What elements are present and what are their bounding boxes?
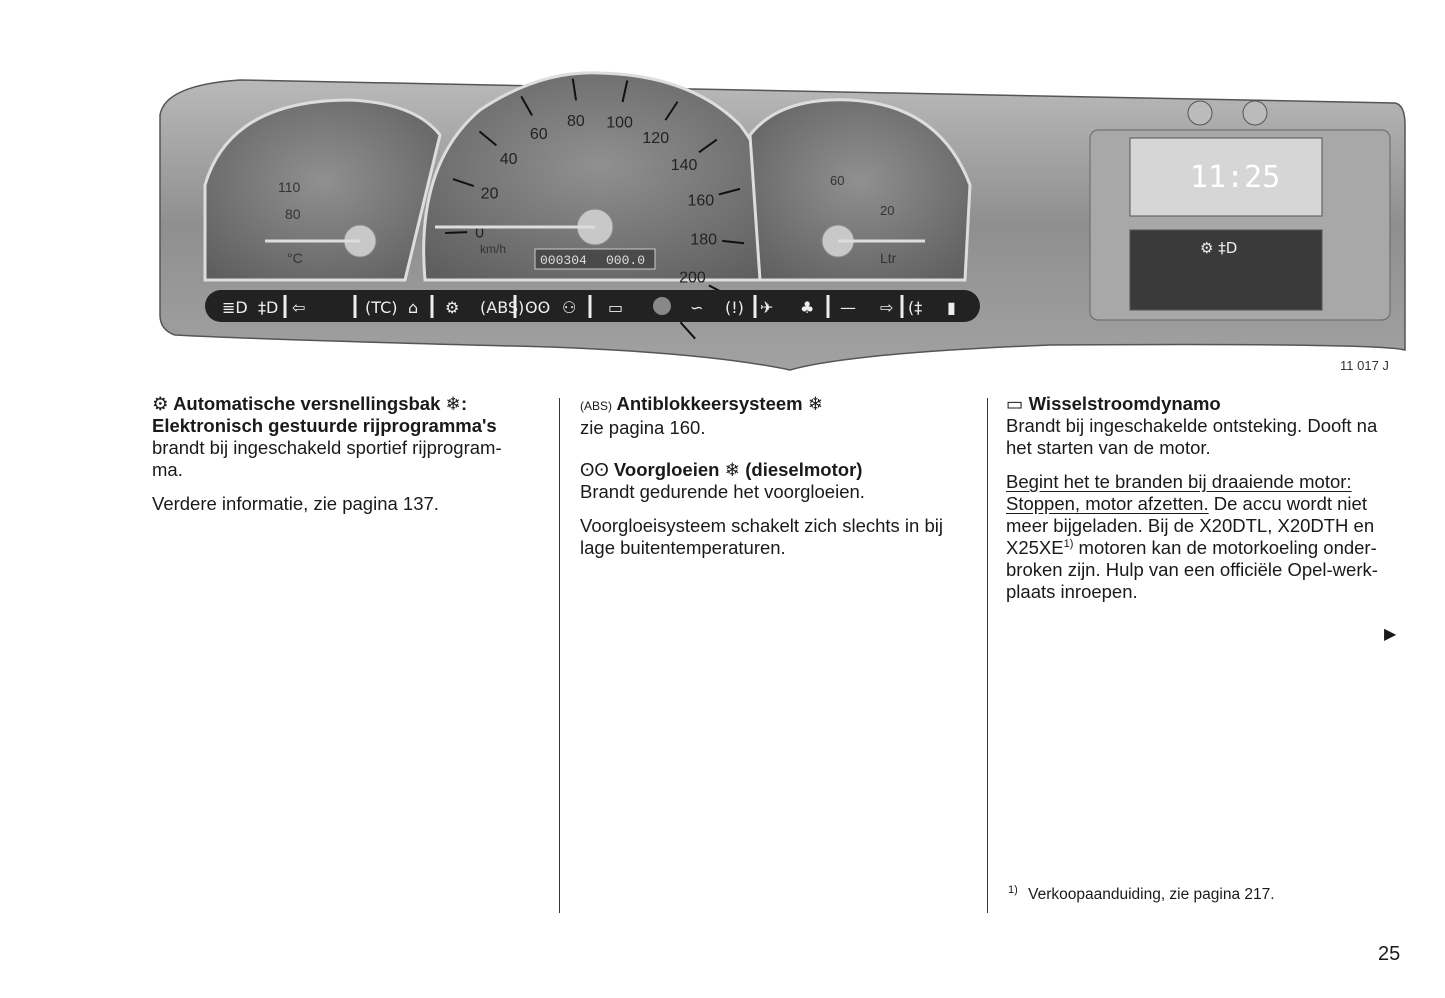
speed-tick [445,232,467,233]
svg-text:⚙: ⚙ [445,298,460,317]
speed-tick-label: 140 [670,157,698,175]
svg-text:✈: ✈ [760,298,774,317]
odometer-readout: 000304 [540,253,587,268]
svg-text:(TC): (TC) [365,298,398,317]
warning-light-strip [205,290,980,322]
speed-tick-label: 0 [475,224,484,242]
column-automatic-transmission [152,393,532,527]
svg-text:(!): (!) [725,298,744,317]
transmission-heading: ⚙ Automatische versnellingsbak ❄: Elektronisch gestuurde rijprogramma's [152,393,497,436]
speed-tick-label: 200 [679,269,706,287]
speed-tick-label: 40 [499,151,518,169]
svg-text:(‡: (‡ [908,298,923,317]
figure-code: 11 017 J [1340,358,1389,373]
alternator-body: Brandt bij ingeschakelde ontsteking. Dooft na het starten van de motor. [1006,415,1378,458]
temp-tick-110: 110 [278,179,301,195]
footnote-mark: 1) [1008,883,1018,896]
alternator-warning-text-b: motoren kan de motorkoeling onder-broken zijn. Hulp van een officiële Opel-werk-plaats inroepen. [1006,537,1378,602]
glow-plug-icon: ʘʘ [580,459,609,480]
trip-readout: 000.0 [606,253,646,268]
speed-unit: km/h [480,242,507,256]
glow-heading: Voorgloeien [613,459,720,480]
abs-body: zie pagina 160. [580,417,706,438]
speed-tick-label: 20 [480,185,499,203]
snowflake-icon: ❄ [807,393,824,414]
svg-text:⚇: ⚇ [562,298,577,317]
alternator-warning-line1: Begint het te branden bij draaiende motor: [1006,471,1352,492]
column-divider-1 [559,398,560,913]
column-abs-glow [580,393,965,571]
speed-tick-label: 120 [642,129,670,147]
snowflake-icon: ❄ [445,393,462,414]
speed-tick-label: 80 [567,113,585,131]
battery-icon: ▭ [1006,393,1024,414]
transmission-more-info: Verdere informatie, zie pagina 137. [152,493,439,514]
alternator-heading: Wisselstroomdynamo [1028,393,1221,414]
temp-unit: °C [287,250,303,266]
sport-gear-icon: ⚙ [152,393,169,414]
svg-text:‡D: ‡D [258,298,279,317]
svg-text:⇦: ⇦ [292,298,306,317]
svg-text:ʘʘ: ʘʘ [525,298,551,317]
alternator-warning-line2: Stoppen, motor afzetten. [1006,493,1209,514]
svg-text:—: — [840,298,856,317]
continue-arrow-icon: ▶ [1384,626,1397,643]
temp-tick-80: 80 [285,206,301,222]
column-divider-2 [987,398,988,913]
glow-body: Brandt gedurende het voorgloeien. [580,481,865,502]
svg-text:⚙ ‡D: ⚙ ‡D [1200,239,1238,257]
instrument-cluster-illustration [150,35,1410,380]
svg-text:(ABS): (ABS) [480,298,525,317]
svg-text:▮: ▮ [947,298,956,317]
snowflake-icon: ❄ [724,459,741,480]
footnote: $^{1)}$ Verkoopaanduiding, zie pagina 217. [1008,883,1275,903]
svg-text:⇨: ⇨ [880,298,894,317]
svg-text:≣D: ≣D [222,298,248,317]
transmission-body: brandt bij ingeschakeld sportief rijprogram-ma. [152,437,502,480]
svg-text:▭: ▭ [608,298,624,317]
svg-text:⌂: ⌂ [408,298,419,317]
speed-tick-label: 100 [606,114,633,132]
speed-tick-label: 60 [529,125,548,143]
glow-heading-suffix: (dieselmotor) [745,459,863,480]
footnote-reference: 1) [1063,537,1074,550]
svg-text:♣: ♣ [800,298,815,317]
fuel-unit: Ltr [880,250,897,266]
fuel-tick-20: 20 [880,203,895,218]
alternator-warning-text-a: De accu wordt niet meer bijgeladen. Bij de X20DTL, X20DTH en X25XE [1006,493,1375,558]
speed-tick-label: 160 [687,192,715,210]
clock-readout: 11:25 [1190,160,1281,195]
svg-text:∽: ∽ [690,298,704,317]
fuel-tick-60: 60 [830,173,845,188]
column-alternator [1006,393,1398,615]
speed-tick-label: 180 [690,231,718,249]
abs-heading: Antiblokkeersysteem [616,393,803,414]
abs-icon: (ABS) [580,399,613,413]
page-number: 25 [1378,943,1401,965]
glow-more-info: Voorgloeisysteem schakelt zich slechts in bij lage buitentemperaturen. [580,515,943,558]
